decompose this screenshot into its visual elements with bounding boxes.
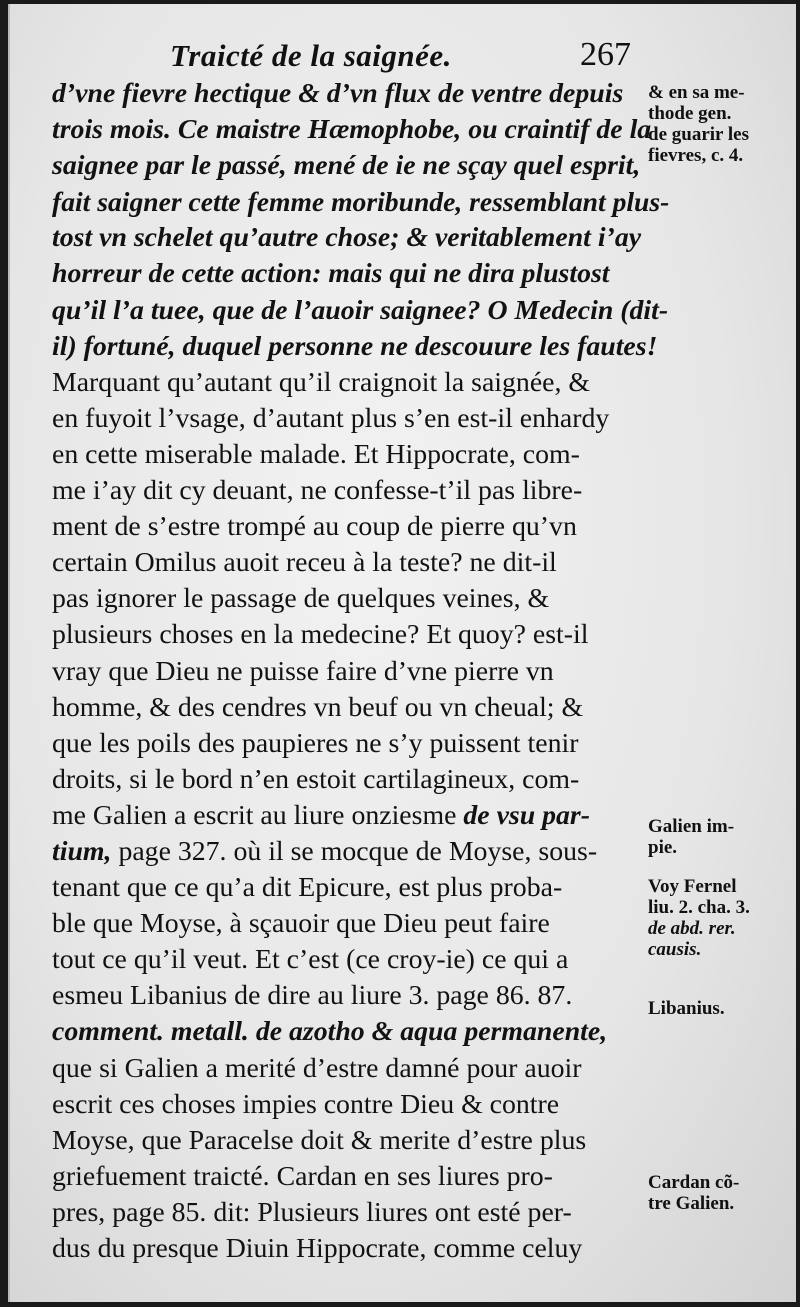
roman-run: me Galien a escrit au liure onziesme xyxy=(52,799,457,831)
italic-run: de vsu par- xyxy=(463,799,591,831)
text-line xyxy=(52,545,652,581)
italic-run: trois mois. Ce maistre Hæmophobe, ou craintif de la xyxy=(52,114,652,146)
italic-run: d’vne fievre hectique & d’vn flux de ventre depuis xyxy=(52,78,624,109)
margin-note-line: thode gen. xyxy=(648,103,732,124)
roman-run: page 327. où il se mocque de Moyse, sous- xyxy=(118,835,598,867)
roman-run: griefuement traicté. Cardan en ses liures pro- xyxy=(52,1160,553,1192)
text-line xyxy=(52,654,652,690)
text-line xyxy=(52,1159,652,1195)
margin-note-line: causis. xyxy=(648,939,702,960)
text-line xyxy=(52,726,652,762)
roman-run: tenant que ce qu’a dit Epicure, est plus proba- xyxy=(52,872,563,904)
roman-run: en fuyoit l’vsage, d’autant plus s’en est-il enhardy xyxy=(52,402,610,434)
roman-run: pres, page 85. dit: Plusieurs liures ont esté per- xyxy=(52,1196,572,1228)
text-line xyxy=(52,1195,652,1231)
roman-run: que si Galien a merité d’estre damné pour auoir xyxy=(52,1052,582,1084)
running-title: Traicté de la saignée. xyxy=(170,38,452,73)
margin-note-methode xyxy=(648,82,800,166)
italic-run: fait saigner cette femme moribunde, ressemblant plus- xyxy=(52,186,670,218)
italic-run: comment. metall. de azotho & aqua permanente, xyxy=(52,1016,608,1048)
italic-run: qu’il l’a tuee, que de l’auoir saignee? O Medecin (dit- xyxy=(52,294,669,326)
text-line xyxy=(52,1123,652,1159)
text-line xyxy=(52,762,652,798)
text-line xyxy=(52,184,670,220)
margin-note-galien-impie xyxy=(648,816,800,858)
text-line xyxy=(52,617,652,653)
roman-run: esmeu Libanius de dire au liure 3. page 86. 87. xyxy=(52,980,573,1012)
margin-note-fernel xyxy=(648,876,800,960)
roman-run: plusieurs choses en la medecine? Et quoy? est-il xyxy=(52,619,589,651)
roman-run: homme, & des cendres vn beuf ou vn cheual; & xyxy=(52,691,584,723)
text-line xyxy=(52,1231,652,1267)
margin-note-line: de abd. rer. xyxy=(648,918,736,939)
text-line xyxy=(52,256,652,292)
text-line xyxy=(52,148,652,184)
text-line xyxy=(52,401,652,437)
roman-run: Moyse, que Paracelse doit & merite d’estre plus xyxy=(52,1124,587,1156)
margin-note-line: liu. 2. cha. 3. xyxy=(648,897,750,918)
margin-note-line: de guarir les xyxy=(648,124,749,145)
roman-run: certain Omilus auoit receu à la teste? ne dit-il xyxy=(52,547,557,579)
text-line xyxy=(52,437,652,473)
text-line xyxy=(52,76,652,112)
margin-note-cardan xyxy=(648,1172,800,1214)
book-page xyxy=(8,4,796,1302)
text-line xyxy=(52,509,652,545)
margin-note-libanius xyxy=(648,998,800,1019)
roman-run: dus du presque Diuin Hippocrate, comme celuy xyxy=(52,1233,583,1264)
text-line xyxy=(52,581,652,617)
roman-run: me i’ay dit cy deuant, ne confesse-t’il pas libre- xyxy=(52,475,583,507)
text-line xyxy=(52,690,652,726)
margin-note-line: Cardan cõ- xyxy=(648,1172,740,1193)
text-line xyxy=(52,834,652,870)
roman-run: ble que Moyse, à sçauoir que Dieu peut faire xyxy=(52,908,550,940)
italic-run: tium, xyxy=(52,835,112,867)
italic-run: saignee par le passé, mené de ie ne sçay quel esprit, xyxy=(52,150,641,182)
italic-run: il) fortuné, duquel personne ne descouure les fautes! xyxy=(52,330,658,362)
roman-run: en cette miserable malade. Et Hippocrate, com- xyxy=(52,438,580,470)
margin-note-line: tre Galien. xyxy=(648,1193,735,1214)
text-line xyxy=(52,1087,652,1123)
italic-run: horreur de cette action: mais qui ne dira plustost xyxy=(52,258,610,290)
margin-note-line: Voy Fernel xyxy=(648,876,737,897)
page-number: 267 xyxy=(580,36,631,73)
margin-note-line: Galien im- xyxy=(648,816,735,837)
roman-run: droits, si le bord n’en estoit cartilagineux, com- xyxy=(52,763,580,795)
text-line xyxy=(52,978,652,1014)
text-line xyxy=(52,365,652,401)
roman-run: escrit ces choses impies contre Dieu & contre xyxy=(52,1088,560,1120)
margin-note-line: & en sa me- xyxy=(648,82,745,103)
roman-run: que les poils des paupieres ne s’y puissent tenir xyxy=(52,727,579,759)
italic-run: tost vn schelet qu’autre chose; & veritablement i’ay xyxy=(52,222,642,254)
text-line xyxy=(52,870,652,906)
roman-run: vray que Dieu ne puisse faire d’vne pierre vn xyxy=(52,655,554,687)
roman-run: pas ignorer le passage de quelques veines, & xyxy=(52,583,550,615)
margin-note-line: Libanius. xyxy=(648,998,725,1019)
roman-run: Marquant qu’autant qu’il craignoit la saignée, & xyxy=(52,366,591,398)
text-line xyxy=(52,1051,652,1087)
text-line xyxy=(52,329,658,365)
text-line xyxy=(52,906,652,942)
text-line xyxy=(52,220,652,256)
margin-note-line: pie. xyxy=(648,837,678,858)
roman-run: ment de s’estre trompé au coup de pierre qu’vn xyxy=(52,511,577,543)
roman-run: tout ce qu’il veut. Et c’est (ce croy-ie) ce qui a xyxy=(52,944,569,976)
text-line xyxy=(52,293,669,329)
text-line xyxy=(52,798,652,834)
text-line xyxy=(52,1014,652,1050)
text-line xyxy=(52,473,652,509)
body-text xyxy=(52,76,670,1267)
margin-note-line: fievres, c. 4. xyxy=(648,145,744,166)
text-line xyxy=(52,112,652,148)
text-line xyxy=(52,942,652,978)
